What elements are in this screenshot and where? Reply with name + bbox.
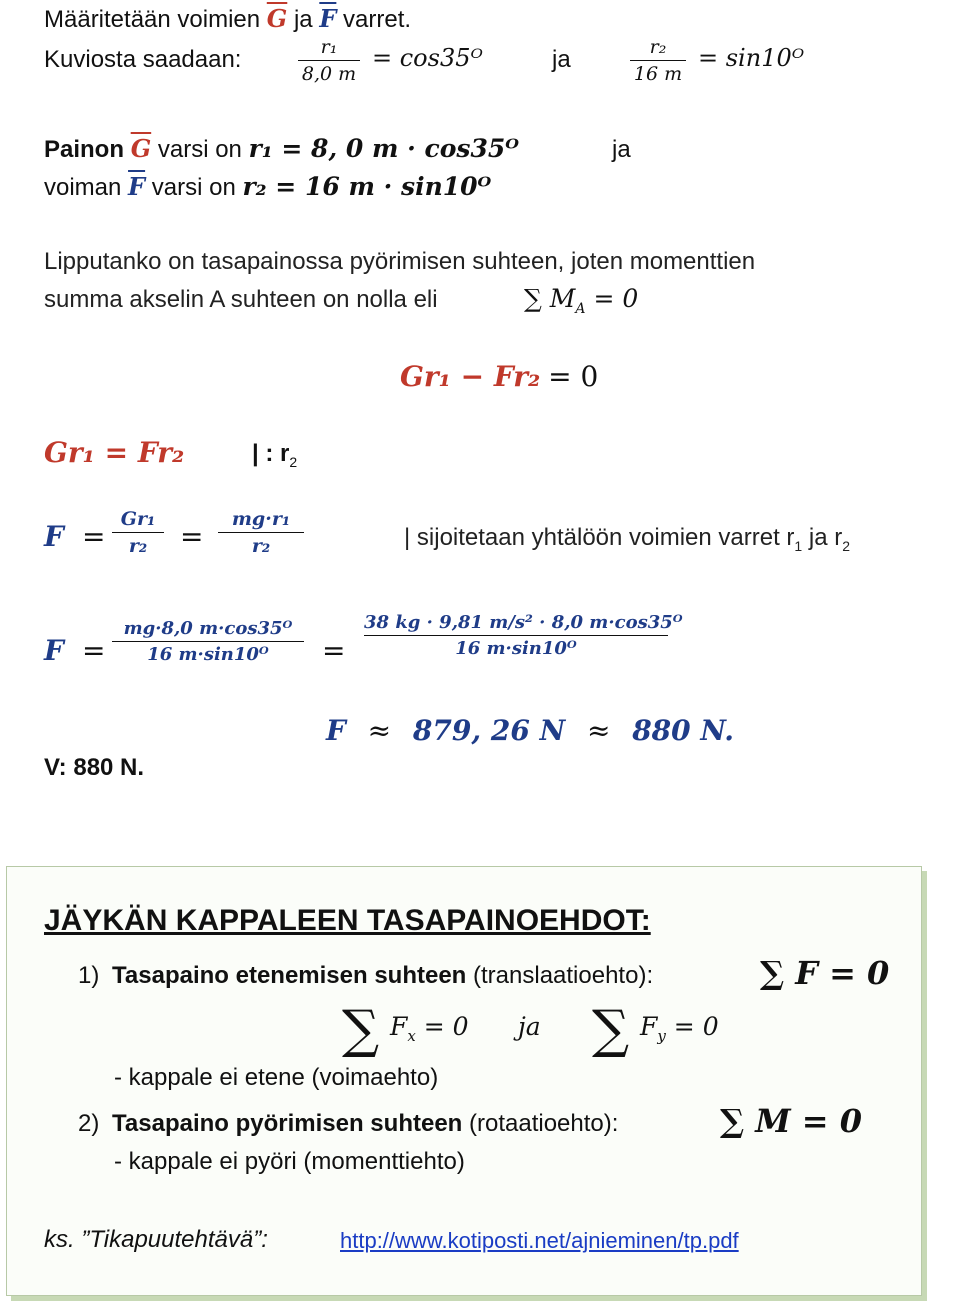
sum-fy-eq: = 0 (673, 1012, 719, 1041)
substitute-note (404, 524, 850, 554)
condition-2-rest: (rotaatioehto): (469, 1110, 619, 1137)
condition-2-math: ∑ M = 0 (720, 1102, 863, 1140)
eq-sign-3: = (82, 634, 106, 667)
condition-1-note: - kappale ei etene (voimaehto) (114, 1064, 439, 1091)
frac-num-2-num: 38 kg · 9,81 m/s² · 8,0 m·cos35ᴼ (364, 612, 683, 633)
sum-fx-symbol: F (390, 1012, 408, 1041)
ja-word: ja (293, 6, 313, 33)
fraction-r1 (298, 36, 360, 85)
result-approx-2: ≈ (586, 714, 611, 747)
frac-gr1-num: Gr₁ (120, 508, 156, 530)
condition-1-math: ∑ F = 0 (760, 954, 890, 992)
result-value-1: 879, 26 N (412, 714, 566, 747)
f-symbol-2: F (44, 634, 64, 667)
kuviosta-label: Kuviosta saadaan: (44, 46, 242, 73)
condition-1 (78, 962, 653, 990)
frac-num-2-den: 16 m·sin10ᴼ (455, 638, 577, 659)
condition-2 (78, 1110, 618, 1138)
fraction-r2-num: r₂ (649, 36, 667, 58)
moment-lhs: Gr₁ − Fr₂ (400, 360, 541, 393)
frac-gr1-r2 (112, 508, 164, 557)
painon-expr: r₁ = 8, 0 m · cos35ᴼ (248, 134, 519, 163)
frac-mgr1-r2 (218, 508, 304, 557)
fraction-r2-den: 16 m (633, 63, 683, 85)
result-value-2: 880 N. (632, 714, 734, 747)
reference-label: ks. ”Tikapuutehtävä”: (44, 1226, 268, 1253)
frac-num-1-num: mg·8,0 m·cos35ᴼ (123, 618, 293, 639)
result-approx-1: ≈ (367, 714, 392, 747)
frac-num-2 (364, 612, 683, 659)
painon-mid: varsi on (157, 136, 242, 163)
sin-eq: = sin10ᴼ (698, 44, 805, 72)
sum-ma-sub: A (575, 301, 586, 317)
sum-ma-eq: = 0 (593, 284, 639, 313)
moment-rhs: = 0 (548, 360, 599, 393)
sum-fx-eq: = 0 (423, 1012, 469, 1041)
divide-note (252, 440, 297, 470)
sum-ja: ja (518, 1012, 541, 1041)
eq-sign-4: = (322, 634, 346, 667)
g-vector: $\overline{G}$ (266, 4, 288, 33)
sum-ma (524, 284, 638, 317)
sum-fy (640, 1012, 719, 1045)
voiman-expr: r₂ = 16 m · sin10ᴼ (242, 172, 492, 201)
equality-equation (44, 436, 184, 469)
substitute-sub1: 1 (794, 537, 803, 554)
intro-end: varret. (343, 6, 412, 33)
f-symbol-1: F (44, 520, 64, 553)
painon-ja: ja (612, 136, 631, 163)
voiman-f: $\overline{F}$ (128, 172, 146, 201)
answer: V: 880 N. (44, 754, 145, 781)
result-f: F (326, 714, 346, 747)
painon-line (44, 134, 519, 164)
painon-pre: Painon (44, 136, 125, 163)
divide-bar: | : r (252, 440, 290, 467)
condition-1-bold: Tasapaino etenemisen suhteen (112, 962, 467, 989)
intro-text: Määritetään voimien (44, 6, 261, 33)
frac-num-1-den: 16 m·sin10ᴼ (147, 644, 269, 665)
moment-equation (400, 360, 598, 393)
substitute-ja: ja r (808, 524, 843, 551)
painon-g: $\overline{G}$ (130, 134, 152, 163)
sum-fy-symbol: F (640, 1012, 658, 1041)
eq-sign-1: = (82, 520, 106, 553)
sum-fx-sub: x (407, 1027, 416, 1045)
frac-num-1 (112, 618, 304, 665)
voiman-mid: varsi on (151, 174, 236, 201)
voiman-pre: voiman (44, 174, 122, 201)
voiman-line (44, 172, 491, 202)
frac-gr1-den: r₂ (128, 535, 148, 557)
divide-sub: 2 (289, 453, 298, 470)
reference-link[interactable]: http://www.kotiposti.net/ajnieminen/tp.pdf (340, 1228, 739, 1253)
para-line2: summa akselin A suhteen on nolla eli (44, 286, 438, 313)
ja-word-2: ja (552, 46, 571, 73)
frac-mgr1-num: mg·r₁ (231, 508, 291, 530)
substitute-note-text: | sijoitetaan yhtälöön voimien varret r (404, 524, 795, 551)
result-line (326, 714, 734, 747)
sum-symbol-x: ∑ (342, 1000, 380, 1060)
condition-1-rest: (translaatioehto): (473, 962, 654, 989)
eq-sign-2: = (180, 520, 204, 553)
condition-2-bold: Tasapaino pyörimisen suhteen (112, 1110, 463, 1137)
condition-1-num: 1) (78, 962, 100, 989)
intro-line (44, 4, 411, 34)
cos-eq: = cos35ᴼ (372, 44, 483, 72)
condition-2-note: - kappale ei pyöri (momenttiehto) (114, 1148, 465, 1175)
sum-fx (390, 1012, 469, 1045)
frac-mgr1-den: r₂ (251, 535, 271, 557)
fraction-r2 (630, 36, 686, 85)
sum-ma-symbol: ∑ M (524, 284, 576, 313)
box-heading: JÄYKÄN KAPPALEEN TASAPAINOEHDOT: (44, 904, 651, 937)
sum-symbol-y: ∑ (592, 1000, 630, 1060)
fraction-r1-num: r₁ (320, 36, 338, 58)
equality-expr: Gr₁ = Fr₂ (44, 436, 185, 469)
substitute-sub2: 2 (842, 537, 851, 554)
sum-fy-sub: y (657, 1027, 666, 1045)
f-vector: $\overline{F}$ (319, 4, 337, 33)
condition-2-num: 2) (78, 1110, 100, 1137)
para-line1: Lipputanko on tasapainossa pyörimisen suhteen, joten momenttien (44, 248, 756, 275)
fraction-r1-den: 8,0 m (301, 63, 357, 85)
